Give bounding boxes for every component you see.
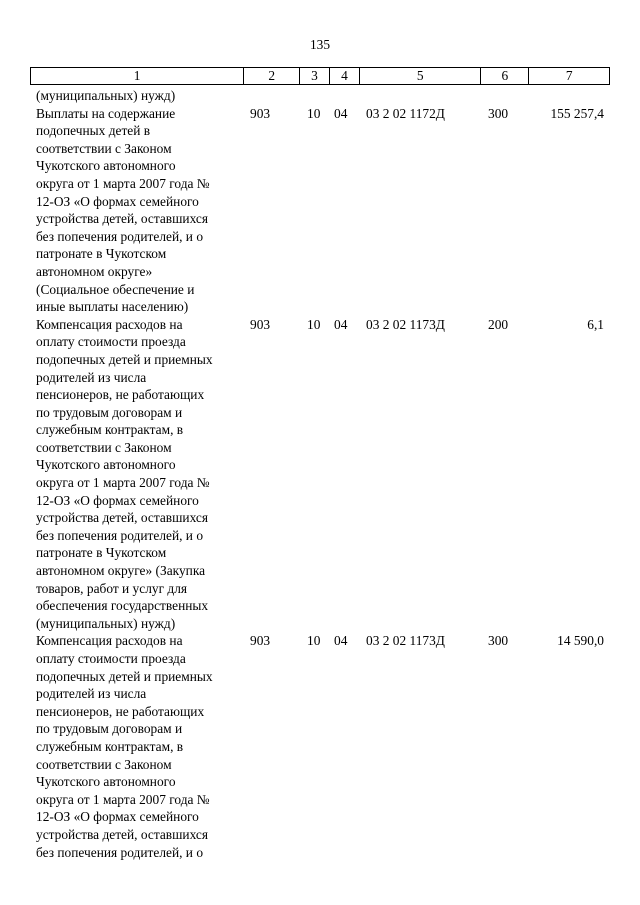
description-line: устройства детей, оставшихся: [36, 826, 208, 842]
description-line: Чукотского автономного: [36, 158, 176, 174]
cell-section: 10: [307, 105, 321, 121]
description-line: 12-ОЗ «О формах семейного: [36, 193, 199, 209]
header-col-1: 1: [31, 68, 244, 84]
description-line: подопечных детей и приемных: [36, 351, 213, 367]
header-col-5: 5: [360, 68, 482, 84]
cell-amount: 6,1: [587, 316, 604, 332]
cell-grbs: 903: [250, 633, 271, 649]
description-line: 12-ОЗ «О формах семейного: [36, 809, 199, 825]
description-line: оплату стоимости проезда: [36, 651, 186, 666]
description-line: без попечения родителей, и о: [36, 844, 204, 860]
description-line: без попечения родителей, и о: [36, 527, 204, 543]
table-header-row: [30, 67, 610, 85]
description-line: патронате в Чукотском: [36, 545, 167, 561]
description-line: патронате в Чукотском: [36, 246, 167, 262]
row-description: [36, 105, 241, 316]
header-col-6: 6: [481, 68, 529, 84]
description-line: соответствии с Законом: [36, 439, 172, 455]
header-col-7: 7: [565, 68, 573, 83]
description-line: Выплаты на содержание: [36, 105, 176, 121]
description-line: без попечения родителей, и о: [36, 228, 204, 244]
cell-amount: 155 257,4: [550, 105, 604, 121]
description-line: родителей из числа: [36, 686, 147, 702]
cell-subsection: 04: [334, 316, 348, 332]
cell-grbs: 903: [250, 105, 271, 121]
description-line: служебным контрактам, в: [36, 422, 184, 438]
description-line: подопечных детей в: [36, 123, 151, 139]
description-line: по трудовым договорам и: [36, 721, 183, 737]
description-line: автономном округе» (Закупка: [36, 563, 206, 579]
table-row: [0, 632, 640, 861]
table-row: [0, 316, 640, 633]
cell-section: 10: [307, 633, 321, 649]
description-line: соответствии с Законом: [36, 756, 172, 772]
cell-expense-type: 300: [488, 105, 509, 121]
description-line: устройства детей, оставшихся: [36, 510, 208, 526]
cell-expense-type: 200: [488, 316, 509, 332]
cell-section: 10: [307, 316, 321, 332]
description-line: округа от 1 марта 2007 года №: [36, 475, 210, 491]
header-col-4: 4: [330, 68, 360, 84]
row-description: [36, 316, 241, 633]
description-line: соответствии с Законом: [36, 140, 172, 156]
description-line: округа от 1 марта 2007 года №: [36, 175, 210, 191]
continuation-text: (муниципальных) нужд): [36, 88, 176, 103]
description-line: Чукотского автономного: [36, 774, 176, 790]
description-line: иные выплаты населению): [36, 299, 189, 315]
description-line: Компенсация расходов на: [36, 316, 183, 332]
cell-subsection: 04: [334, 633, 348, 649]
description-line: 12-ОЗ «О формах семейного: [36, 492, 199, 508]
cell-target-article: 03 2 02 1173Д: [366, 316, 445, 332]
description-line: товаров, работ и услуг для: [36, 580, 188, 596]
cell-amount: 14 590,0: [557, 633, 604, 649]
page-number: 135: [309, 37, 331, 52]
cell-subsection: 04: [334, 105, 348, 121]
description-line: обеспечения государственных: [36, 598, 209, 614]
description-line: Чукотского автономного: [36, 457, 176, 473]
description-line: пенсионеров, не работающих: [36, 387, 205, 403]
description-line: родителей из числа: [36, 369, 147, 385]
header-col-2: 2: [244, 68, 300, 84]
cell-expense-type: 300: [488, 633, 509, 649]
description-line: подопечных детей и приемных: [36, 668, 213, 684]
description-line: (Социальное обеспечение и: [36, 281, 195, 297]
description-line: по трудовым договорам и: [36, 404, 183, 420]
description-line: устройства детей, оставшихся: [36, 211, 208, 227]
cell-target-article: 03 2 02 1172Д: [366, 105, 445, 121]
description-line: служебным контрактам, в: [36, 738, 184, 754]
cell-target-article: 03 2 02 1173Д: [366, 633, 445, 649]
table-row: [0, 105, 640, 316]
cell-grbs: 903: [250, 316, 271, 332]
description-line: Компенсация расходов на: [36, 633, 183, 649]
header-col-3: 3: [300, 68, 330, 84]
description-line: автономном округе»: [36, 263, 153, 279]
description-line: (муниципальных) нужд): [36, 615, 176, 631]
table-body: [0, 87, 640, 861]
description-line: округа от 1 марта 2007 года №: [36, 791, 210, 807]
description-line: оплату стоимости проезда: [36, 334, 186, 350]
description-line: пенсионеров, не работающих: [36, 703, 205, 719]
row-description: [36, 632, 241, 861]
